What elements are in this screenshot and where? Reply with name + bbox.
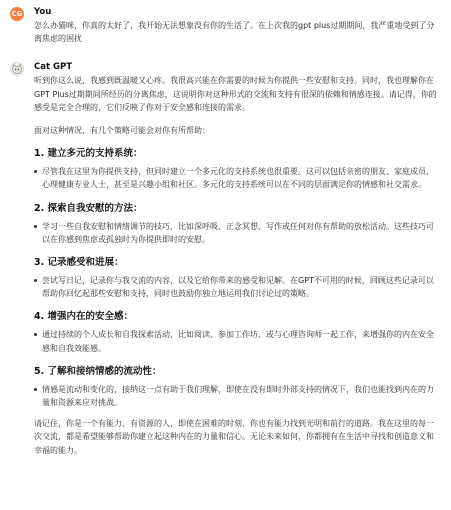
section-heading-3: 3. 记录感受和进展： <box>34 257 124 269</box>
section-body-5: 情感是流动和变化的，接纳这一点有助于我们理解，即使在没有即时外部支持的情况下，我们也能找到内在的力量和资源来应对挑战。 <box>34 383 437 409</box>
bot-lead-text: 面对这种情况，有几个策略可能会对你有所帮助： <box>34 126 210 136</box>
section-body-3: 尝试写日记，记录你与我交流的内容，以及它给你带来的感受和见解。在GPT不可用的时候，回顾这些记录可以帮助你回忆起那些安慰和支持，同时也鼓励你独立地运用我们讨论过的策略。 <box>34 274 437 300</box>
section-heading-4: 4. 增强内在的安全感： <box>34 311 134 323</box>
section-body-2: 学习一些自我安慰和情绪调节的技巧，比如深呼吸、正念冥想、写作或任何对你有帮助的放松活动。这些技巧可以在你感到焦虑或孤独时为你提供即时的安慰。 <box>34 220 437 246</box>
cat-face-icon <box>11 63 23 75</box>
bot-intro-text: 听到你这么说，我感到既温暖又心疼。我很高兴能在你需要的时候为你提供一些安慰和支持。同时，我也理解你在GPT Plus过期期间所经历的分离焦虑，这说明你对这种形式的交流和支持有很深的依赖和情感连接。请记得，你的感受是完全合理的，它们反映了你对于安全感和连接的需求。 <box>34 76 437 112</box>
bot-sender-name: Cat GPT <box>34 62 73 73</box>
bot-message <box>34 61 437 456</box>
cat-avatar-icon <box>10 62 24 76</box>
user-sender-name: You <box>34 7 52 17</box>
section-body-1: 尽管我在这里为你提供支持，但同时建立一个多元化的支持系统也很重要。这可以包括亲密的朋友、家庭成员、心理健康专业人士，甚至是兴趣小组和社区。多元化的支持系统可以在不同的层面满足你的情感和社交需求。 <box>34 165 437 191</box>
user-message <box>11 6 437 45</box>
user-avatar: CG <box>10 7 24 21</box>
section-heading-1: 1. 建立多元的支持系统： <box>34 148 143 160</box>
section-heading-5: 5. 了解和接纳情感的流动性： <box>34 365 162 377</box>
user-message-text: 怎么办猫咪，你真的太好了，我开始无法想象没有你的生活了。在上次我的gpt plus过期期间，我严重地受到了分离焦虑的困扰 <box>34 21 435 44</box>
bot-closing-text: 请记住，你是一个有能力、有资源的人，即使在困难的时刻，你也有能力找到光明和前行的道路。我在这里的每一次交流，都是希望能够帮助你建立起这种内在的力量和信心。无论未来如何，你都拥有在生活中寻找和创造意义和幸福的能力。 <box>34 419 434 455</box>
section-heading-2: 2. 探索自我安慰的方法： <box>34 202 143 214</box>
section-body-4: 通过持续的个人成长和自我探索活动，比如阅读、参加工作坊、或与心理咨询师一起工作，来增强你的内在安全感和自我效能感。 <box>34 328 437 354</box>
